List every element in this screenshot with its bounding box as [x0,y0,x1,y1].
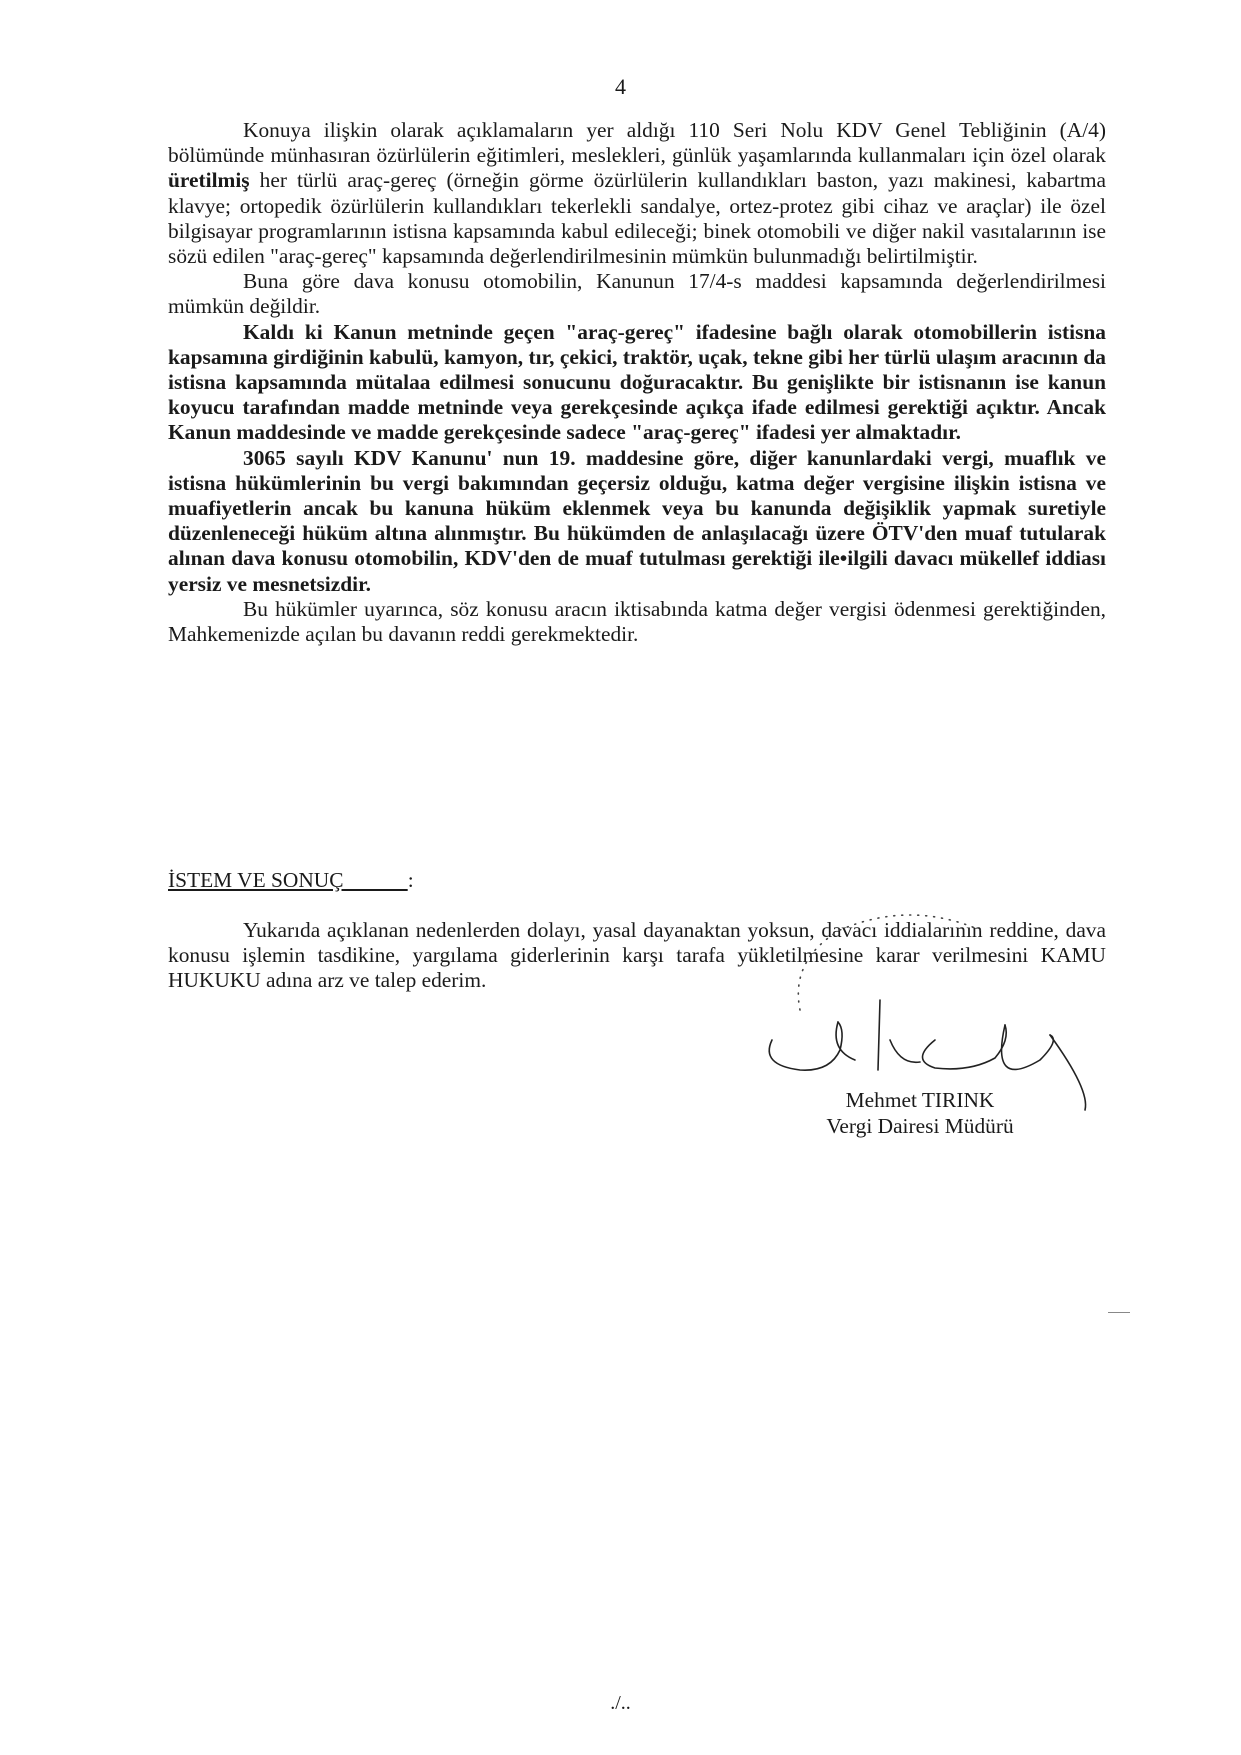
document-body [168,118,1106,647]
paragraph-3: Kaldı ki Kanun metninde geçen "araç-gereç" ifadesine bağlı olarak otomobillerin istisna kapsamına girdiğinin kabulü, kamyon, tır, çekici, traktör, uçak, tekne gibi her türlü ulaşım aracının da istisna kapsamında mütalaa edilmesi sonucunu doğuracaktır. Bu genişlikte bir istisnanın ise kanun koyucu tarafından madde metninde veya gerekçesinde açıkça ifade edilmesi gerektiği açıktır. Ancak Kanun maddesinde ve madde gerekçesinde sadece "araç-gereç" ifadesi yer almaktadır. [168,319,1106,445]
paragraph-5: Bu hükümler uyarınca, söz konusu aracın iktisabında katma değer vergisi ödenmesi gerektiğinden, Mahkemenizde açılan bu davanın reddi gerekmektedir. [168,596,1106,647]
section-heading-text: İSTEM VE SONUÇ [168,868,344,892]
signature-block [790,1087,1050,1139]
signatory-name: Mehmet TIRINK [845,1088,995,1112]
paragraph-2: Buna göre dava konusu otomobilin, Kanunun 17/4-s maddesi kapsamında değerlendirilmesi mümkün değildir. [168,269,1106,319]
page-number: 4 [615,74,626,99]
scan-edge-line [1108,1312,1130,1313]
signatory-title: Vergi Dairesi Müdürü [826,1114,1014,1138]
paragraph-1-bold-word: üretilmiş [168,168,250,193]
paragraph-4: 3065 sayılı KDV Kanunu' nun 19. maddesine göre, diğer kanunlardaki vergi, muaflık ve istisna hükümlerinin bu vergi bakımından geçersiz olduğu, katma değer vergisine ilişkin istisna ve muafiyetlerin ancak bu kanuna hüküm eklenmek veya bu kanunda değişiklik yapmak suretiyle düzenleneceği hüküm altına alınmıştır. Bu hükümden de anlaşılacağı üzere ÖTV'den muaf tutularak alınan dava konusu otomobilin, KDV'den de muaf tutulması gerektiği ile•ilgili davacı mükellef iddiası yersiz ve mesnetsizdir. [168,445,1106,596]
conclusion-paragraph: Yukarıda açıklanan nedenlerden dolayı, yasal dayanaktan yoksun, davacı iddialarının reddine, dava konusu işlemin tasdikine, yargılama giderlerinin karşı tarafa yükletilmesine karar verilmesini KAMU HUKUKU adına arz ve talep ederim. [168,918,1106,993]
paragraph-1 [168,118,1106,269]
section-heading-istem-ve-sonuc [168,868,414,893]
section-heading-colon: : [407,868,414,892]
paragraph-1-text-a: Konuya ilişkin olarak açıklamaların yer aldığı 110 Seri Nolu KDV Genel Tebliğinin (A/4) bölümünde münhasıran özürlülerin eğitimleri, meslekleri, günlük yaşamlarında kullanmaları için özel olarak [168,118,1106,168]
continuation-mark: ./.. [610,1692,631,1714]
paragraph-1-text-b: her türlü araç-gereç (örneğin görme özürlülerin kullandıkları baston, yazı makinesi, kabartma klavye; ortopedik özürlülerin kullandıkları tekerlekli sandalye, ortez-protez gibi cihaz ve araçlar) ile özel bilgisayar programlarının istisna kapsamında kabul edileceği; binek otomobili ve diğer nakil vasıtalarının ise sözü edilen "araç-gereç" kapsamında değerlendirilmesinin mümkün bulunmadığı belirtilmiştir. [168,168,1106,269]
